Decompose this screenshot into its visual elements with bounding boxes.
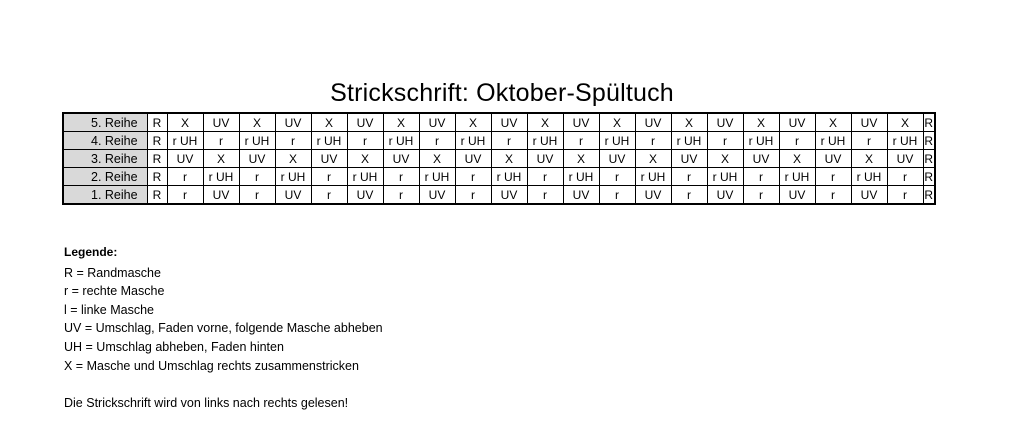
stitch-cell: r — [383, 168, 419, 186]
stitch-cell: r — [167, 186, 203, 205]
stitch-cell: r UH — [743, 132, 779, 150]
reading-direction-note: Die Strickschrift wird von links nach rechts gelesen! — [64, 395, 349, 410]
stitch-cell: R — [924, 151, 934, 166]
stitch-cell: R — [924, 169, 934, 184]
stitch-cell: UV — [239, 150, 275, 168]
stitch-cell: r UH — [275, 168, 311, 186]
stitch-cell: r — [707, 132, 743, 150]
stitch-cell: UV — [851, 186, 887, 205]
stitch-cell: X — [491, 150, 527, 168]
stitch-cell: r — [851, 132, 887, 150]
stitch-cell: UV — [203, 113, 239, 132]
stitch-cell: R — [924, 133, 934, 148]
stitch-cell: UV — [779, 186, 815, 205]
chart-row — [63, 168, 935, 186]
stitch-cell: UV — [491, 186, 527, 205]
stitch-cell: X — [455, 113, 491, 132]
chart-row — [63, 150, 935, 168]
legend-item: X = Masche und Umschlag rechts zusammenstricken — [64, 358, 359, 373]
stitch-cell: r — [815, 186, 851, 205]
stitch-cell: UV — [491, 113, 527, 132]
stitch-cell: X — [203, 150, 239, 168]
stitch-cell: UV — [527, 150, 563, 168]
stitch-cell: UV — [671, 150, 707, 168]
stitch-cell: UV — [887, 150, 923, 168]
stitch-cell: r UH — [383, 132, 419, 150]
knitting-chart — [62, 112, 936, 205]
stitch-cell: X — [311, 113, 347, 132]
stitch-cell: r — [599, 168, 635, 186]
stitch-cell: r — [815, 168, 851, 186]
stitch-cell: r UH — [707, 168, 743, 186]
stitch-cell: r — [239, 168, 275, 186]
stitch-cell: r — [491, 132, 527, 150]
legend-item: UH = Umschlag abheben, Faden hinten — [64, 339, 284, 354]
stitch-cell: UV — [815, 150, 851, 168]
stitch-cell: r UH — [419, 168, 455, 186]
stitch-cell: r UH — [347, 168, 383, 186]
stitch-cell: r UH — [527, 132, 563, 150]
stitch-cell: r — [671, 186, 707, 205]
stitch-cell: X — [347, 150, 383, 168]
stitch-cell: r — [779, 132, 815, 150]
stitch-cell: R — [923, 113, 935, 132]
stitch-cell: r — [887, 186, 923, 205]
stitch-cell: r — [383, 186, 419, 205]
stitch-cell: r — [887, 168, 923, 186]
stitch-cell: r — [563, 132, 599, 150]
stitch-cell: R — [147, 168, 167, 186]
stitch-cell: X — [275, 150, 311, 168]
stitch-cell: UV — [599, 150, 635, 168]
stitch-cell: r — [455, 168, 491, 186]
stitch-cell: r — [275, 132, 311, 150]
row-label: 5. Reihe — [63, 113, 147, 132]
stitch-cell: UV — [419, 113, 455, 132]
stitch-cell: UV — [383, 150, 419, 168]
stitch-cell: r — [743, 168, 779, 186]
row-label: 2. Reihe — [63, 168, 147, 186]
stitch-cell: R — [147, 132, 167, 150]
row-label: 4. Reihe — [63, 132, 147, 150]
legend-item: R = Randmasche — [64, 265, 161, 280]
stitch-cell: r UH — [311, 132, 347, 150]
stitch-cell: UV — [743, 150, 779, 168]
stitch-cell: UV — [635, 186, 671, 205]
legend — [64, 243, 383, 412]
stitch-cell: X — [887, 113, 923, 132]
stitch-cell: UV — [851, 113, 887, 132]
stitch-cell: r — [311, 168, 347, 186]
stitch-cell: X — [671, 113, 707, 132]
stitch-cell: X — [563, 150, 599, 168]
stitch-cell: r — [671, 168, 707, 186]
stitch-cell: X — [779, 150, 815, 168]
stitch-cell: r UH — [779, 168, 815, 186]
stitch-cell: X — [383, 113, 419, 132]
stitch-cell: r — [599, 186, 635, 205]
stitch-cell: R — [147, 186, 167, 205]
stitch-cell: R — [923, 186, 935, 205]
legend-title: Legende: — [64, 245, 118, 259]
stitch-cell: X — [815, 113, 851, 132]
stitch-cell: UV — [311, 150, 347, 168]
stitch-cell: UV — [563, 186, 599, 205]
chart-row — [63, 186, 935, 205]
chart-row — [63, 132, 935, 150]
stitch-cell: UV — [275, 113, 311, 132]
stitch-cell: r UH — [167, 132, 203, 150]
stitch-cell: r UH — [635, 168, 671, 186]
stitch-cell: r UH — [239, 132, 275, 150]
page-title: Strickschrift: Oktober-Spültuch — [330, 79, 674, 107]
stitch-cell: r UH — [887, 132, 923, 150]
stitch-cell: r — [527, 186, 563, 205]
stitch-cell: X — [851, 150, 887, 168]
stitch-cell: UV — [455, 150, 491, 168]
stitch-cell: UV — [707, 113, 743, 132]
stitch-cell: R — [147, 150, 167, 168]
legend-item: r = rechte Masche — [64, 284, 165, 299]
chart-row — [63, 113, 935, 132]
stitch-cell: X — [419, 150, 455, 168]
stitch-cell: UV — [347, 186, 383, 205]
stitch-cell: X — [239, 113, 275, 132]
stitch-cell: UV — [203, 186, 239, 205]
stitch-cell: r — [311, 186, 347, 205]
stitch-cell: X — [707, 150, 743, 168]
stitch-cell: X — [743, 113, 779, 132]
stitch-cell: r — [743, 186, 779, 205]
stitch-cell: r UH — [851, 168, 887, 186]
row-label: 1. Reihe — [63, 186, 147, 205]
legend-item: l = linke Masche — [64, 302, 154, 317]
stitch-cell: UV — [419, 186, 455, 205]
row-label: 3. Reihe — [63, 150, 147, 168]
stitch-cell: UV — [707, 186, 743, 205]
stitch-cell: r — [347, 132, 383, 150]
stitch-cell: UV — [563, 113, 599, 132]
stitch-cell: UV — [347, 113, 383, 132]
stitch-cell: X — [527, 113, 563, 132]
stitch-cell: r — [203, 132, 239, 150]
stitch-cell: r — [239, 186, 275, 205]
stitch-cell: X — [599, 113, 635, 132]
stitch-cell: UV — [275, 186, 311, 205]
stitch-cell: X — [635, 150, 671, 168]
stitch-cell: r UH — [455, 132, 491, 150]
stitch-cell: r — [455, 186, 491, 205]
stitch-cell: UV — [167, 150, 203, 168]
stitch-cell: UV — [779, 113, 815, 132]
stitch-cell: r — [527, 168, 563, 186]
stitch-cell: r UH — [563, 168, 599, 186]
stitch-cell: UV — [635, 113, 671, 132]
stitch-cell: r UH — [599, 132, 635, 150]
stitch-cell: r UH — [203, 168, 239, 186]
legend-item: UV = Umschlag, Faden vorne, folgende Masche abheben — [64, 321, 383, 336]
stitch-cell: r — [419, 132, 455, 150]
stitch-cell: r UH — [671, 132, 707, 150]
stitch-cell: r UH — [815, 132, 851, 150]
stitch-cell: r UH — [491, 168, 527, 186]
stitch-cell: R — [147, 113, 167, 132]
stitch-cell: r — [167, 168, 203, 186]
stitch-cell: r — [635, 132, 671, 150]
stitch-cell: X — [167, 113, 203, 132]
